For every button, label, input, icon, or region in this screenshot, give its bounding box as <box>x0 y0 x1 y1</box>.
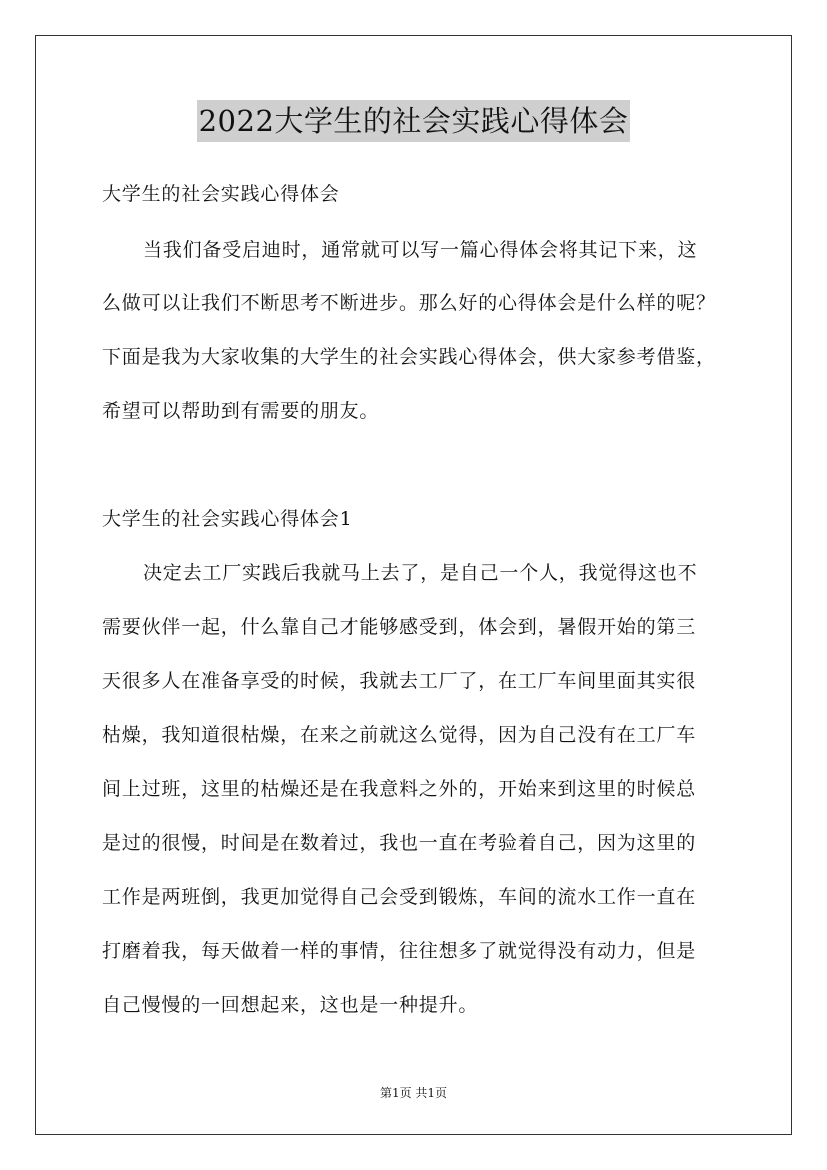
intro-line: 么做可以让我们不断思考不断进步。那么好的心得体会是什么样的呢？ <box>102 292 716 314</box>
section-heading: 大学生的社会实践心得体会1 <box>102 508 353 530</box>
intro-line: 当我们备受启迪时，通常就可以写一篇心得体会将其记下来，这 <box>143 239 698 261</box>
section-line: 自己慢慢的一回想起来，这也是一种提升。 <box>102 994 479 1016</box>
section-line: 间上过班，这里的枯燥还是在我意料之外的，开始来到这里的时候总 <box>102 778 697 800</box>
section-line: 打磨着我，每天做着一样的事情，往往想多了就觉得没有动力，但是 <box>102 940 697 962</box>
section-line: 是过的很慢，时间是在数着过，我也一直在考验着自己，因为这里的 <box>102 832 697 854</box>
intro-line: 下面是我为大家收集的大学生的社会实践心得体会，供大家参考借鉴， <box>102 346 716 368</box>
document-title: 2022大学生的社会实践心得体会 <box>197 100 631 142</box>
section-line: 决定去工厂实践后我就马上去了，是自己一个人，我觉得这也不 <box>143 562 698 584</box>
section-line: 枯燥，我知道很枯燥，在来之前就这么觉得，因为自己没有在工厂车 <box>102 724 697 746</box>
section-line: 需要伙伴一起，什么靠自己才能够感受到，体会到，暑假开始的第三 <box>102 616 697 638</box>
intro-line: 希望可以帮助到有需要的朋友。 <box>102 400 380 422</box>
page-footer: 第1页 共1页 <box>379 1086 448 1100</box>
section-line: 工作是两班倒，我更加觉得自己会受到锻炼，车间的流水工作一直在 <box>102 886 697 908</box>
subtitle: 大学生的社会实践心得体会 <box>102 183 340 205</box>
section-line: 天很多人在准备享受的时候，我就去工厂了，在工厂车间里面其实很 <box>102 670 697 692</box>
title-wrapper <box>0 100 827 142</box>
